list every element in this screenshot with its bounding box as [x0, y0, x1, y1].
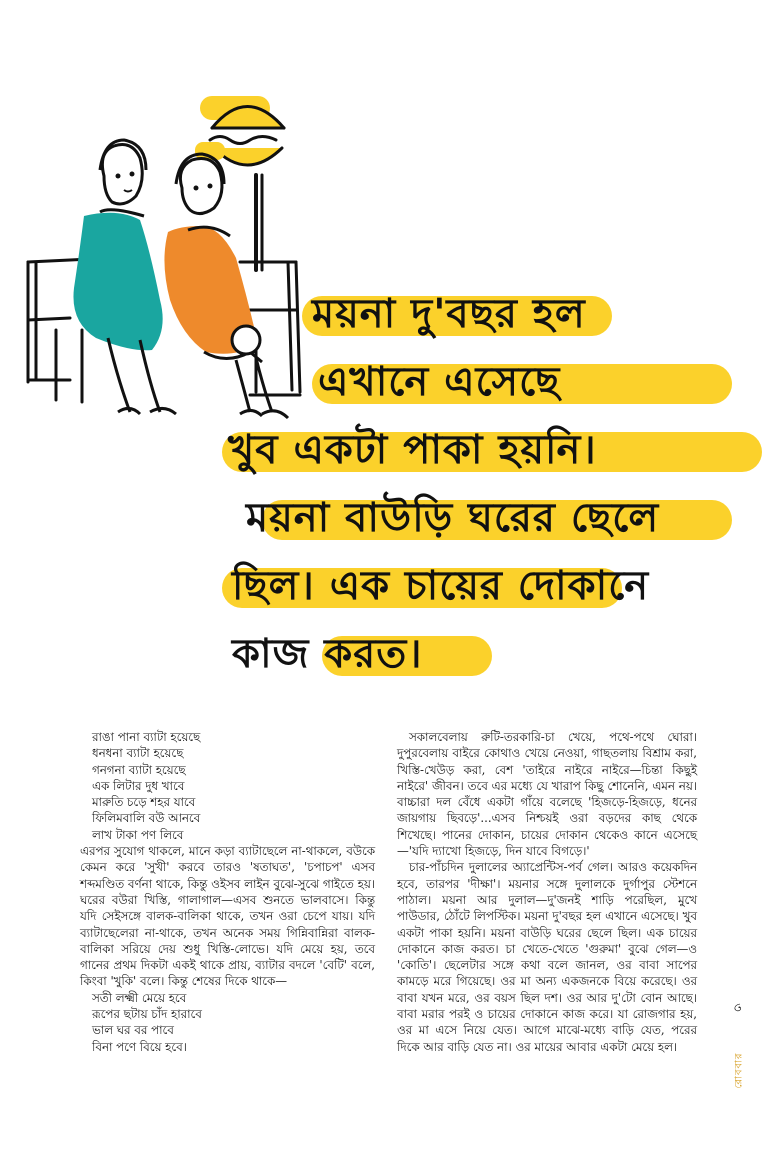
headline-line [222, 418, 762, 482]
verse-line: এক লিটার দুধ খাবে [92, 778, 185, 793]
verse-line: মারুতি চড়ে শহর যাবে [92, 795, 196, 810]
verse-line: গনগনা ব্যাটা হয়েছে [92, 762, 186, 777]
verse-block [80, 990, 375, 1055]
body-paragraph: এরপর সুযোগ থাকলে, মানে কড়া ব্যাটাছেলে না-থাকলে, বউকে কেমন করে 'সুখী' করবে তারও 'ষতাঘত', 'চপাচপ' এসব শব্দমণ্ডিত বর্ণনা থাকে, কিন্তু ওইসব লাইন বুঝে-সুঝে গাইতে হয়। ঘরের বউরা খিস্তি, গালাগাল—এসব শুনতে ভালবাসে। কিন্তু যদি সেইসঙ্গে বালক-বালিকা থাকে, তখন ওরা চেপে যায়। যদি ব্যাটাছেলেরা না-থাকে, তখন অনেক সময় গিন্নিবান্নিরা বালক-বালিকা সরিয়ে দেয় শুধু খিস্তি-লোভে। যদি মেয়ে হয়, তবে গানের প্রথম দিকটা একই থাকে প্রায়, ব্যাটার বদলে 'বেটি' বলে, কিংবা 'খুকি' বলে। কিন্তু শেষের দিকে থাকে— [80, 844, 375, 989]
verse-line: ধনধনা ব্যাটা হয়েছে [92, 746, 184, 761]
right-text-column [397, 729, 697, 1055]
verse-line: রূপের ছটায় চাঁদ হারাবে [92, 1007, 202, 1022]
headline-line-text: এখানে এসেছে [318, 359, 561, 405]
magazine-name: রোববার [733, 1052, 745, 1089]
headline-line [222, 486, 762, 550]
verse-block [80, 729, 375, 843]
handwritten-headline [222, 282, 762, 690]
headline-line [222, 622, 762, 686]
verse-line: বিনা পণে বিয়ে হবে। [92, 1039, 187, 1054]
headline-line-text: খুব একটা পাকা হয়নি। [228, 427, 597, 473]
headline-line-text: ছিল। এক চায়ের দোকানে [232, 563, 650, 609]
verse-line: রাঙা পানা ব্যাটা হয়েছে [92, 730, 201, 744]
verse-line: ভাল ঘর বর পাবে [92, 1023, 174, 1038]
headline-line [222, 282, 762, 346]
woman-teal-saree [73, 140, 176, 414]
left-text-column [80, 729, 375, 1055]
headline-line-text: কাজ করত। [232, 631, 423, 677]
headline-line-text: ময়না দু'বছর হল [312, 291, 586, 337]
verse-line: সতী লক্ষ্মী মেয়ে হবে [92, 990, 187, 1005]
headline-line [222, 350, 762, 414]
headline-line [222, 554, 762, 618]
verse-line: ফিলিমবালি বউ আনবে [92, 811, 201, 826]
headline-line-text: ময়না বাউড়ি ঘরের ছেলে [246, 495, 660, 541]
body-paragraph: সকালবেলায় রুটি-তরকারি-চা খেয়ে, পথে-পথে ঘোরা। দুপুরবেলায় বাইরে কোথাও খেয়ে নেওয়া, গাছতলায় বিশ্রাম করা, খিস্তি-খেউড় করা, বেশ 'তাইরে নাইরে নাইরে—চিন্তা কিছুই নাইরে' জীবন। তবে এর মধ্যে যে খারাপ কিছু শোনেনি, এমন নয়। বাচ্চারা দল বেঁধে একটা গাঁয়ে বলেছে 'হিজড়ে-হিজড়ে, ধনের জায়গায় ছিবড়ে'...এসব নিশ্চয়ই ওরা বড়দের কাছ থেকে শিখেছে। পানের দোকান, চায়ের দোকান থেকেও কানে এসেছে—'যদি দ্যাখো হিজড়ে, দিন যাবে বিগড়ে।' [397, 730, 697, 859]
body-paragraph: চার-পাঁচদিন দুলালের অ্যাপ্রেন্টিস-পর্ব গেল। আরও কয়েকদিন হবে, তারপর 'দীক্ষা'। ময়নার সঙ্গে দুলালকে দুর্গাপুর স্টেশনে পাঠাল। ময়না আর দুলাল—দু'জনই শাড়ি পরেছিল, মুখে পাউডার, ঠোঁটে লিপস্টিক। ময়না দু'বছর হল এখানে এসেছে। খুব একটা পাকা হয়নি। ময়না বাউড়ি ঘরের ছেলে ছিল। এক চায়ের দোকানে কাজ করত। চা খেতে-খেতে 'গুরুমা' বুঝে গেল—ও 'কোতি'। ছেলেটার সঙ্গে কথা বলে জানল, ওর বাবা সাপের কামড়ে মরে গিয়েছে। ওর মা অন্য একজনকে বিয়ে করেছে। ওর বাবা যখন মরে, ওর বয়স ছিল দশ। ওর আর দু'টো বোন আছে। বাবা মরার পরই ও চায়ের দোকানে কাজ করে। যা রোজগার হয়, ওর মা এসে নিয়ে যেত। আগে মাঝে-মধ্যে বাড়ি যেত, পরের দিকে আর বাড়ি যেত না। ওর মায়ের আবার একটা মেয়ে হল। [397, 860, 697, 1054]
verse-line: লাখ টাকা পণ লিবে [92, 827, 184, 842]
page-number: ৩ [729, 1003, 745, 1012]
